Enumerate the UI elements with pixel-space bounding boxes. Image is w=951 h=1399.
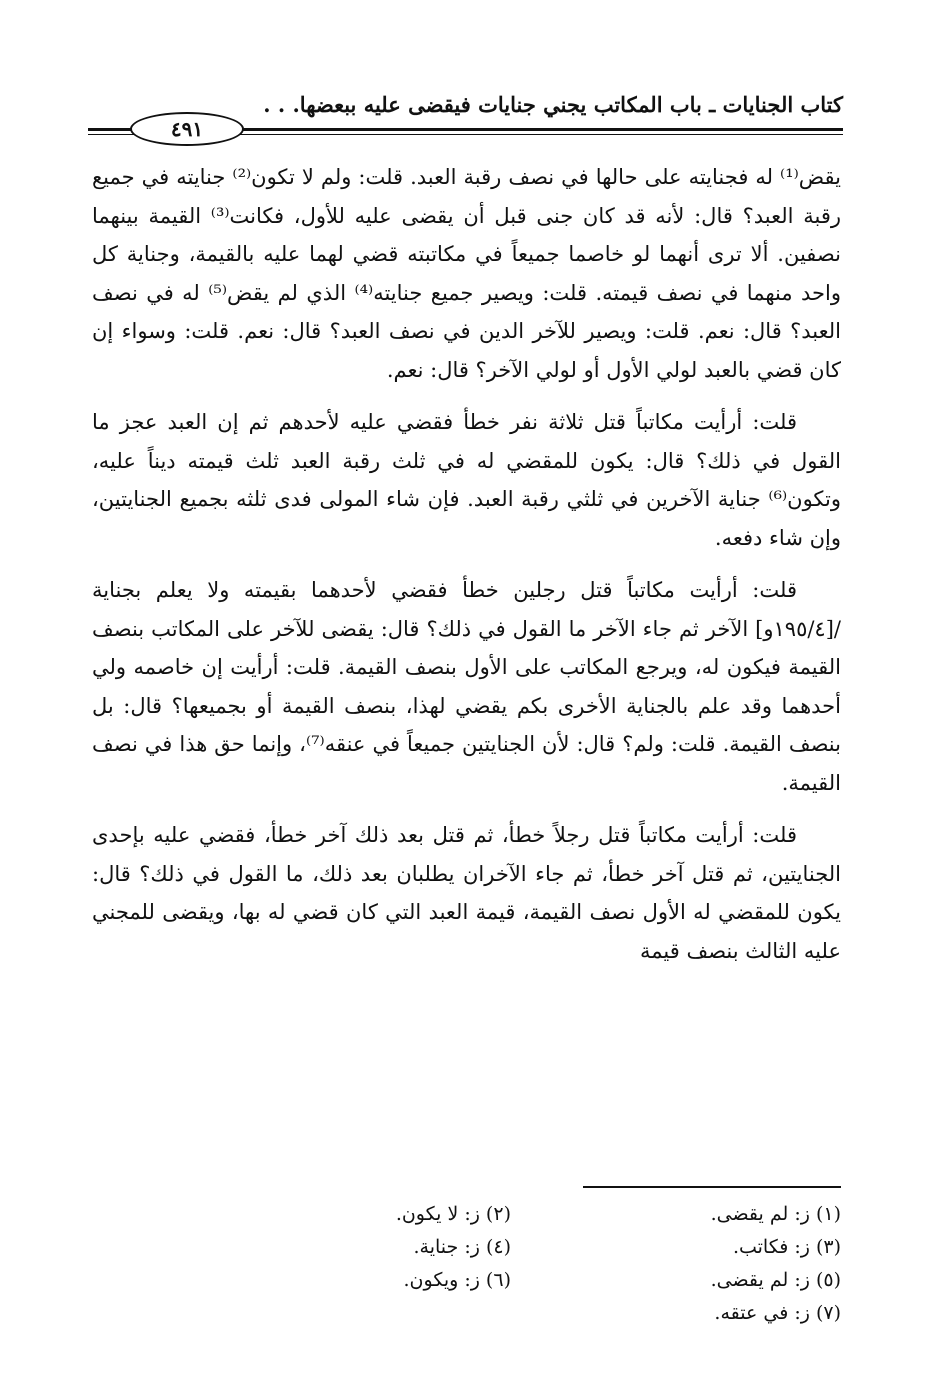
- footnote: (٣) ز: فكاتب.: [732, 1236, 841, 1258]
- page-number: ٤٩١: [130, 112, 244, 146]
- footnotes-column-right: [541, 1198, 841, 1330]
- footnote-rule: [583, 1186, 841, 1188]
- footnote: (٧) ز: في عتقه.: [714, 1302, 841, 1324]
- paragraph: يقض⁽¹⁾ له فجنايته على حالها في نصف رقبة العبد. قلت: ولم لا تكون⁽²⁾ جنايته في جميع رقبة العبد؟ قال: لأنه قد كان جنى قبل أن يقضى عليه للأول، فكانت⁽³⁾ القيمة بينهما نصفين. ألا ترى أنهما لو خاصما جميعاً في مكاتبته قضي لهما عليه بالقيمة، وجناية كل واحد منهما في نصف قيمته. قلت: ويصير جميع جنايته⁽⁴⁾ الذي لم يقض⁽⁵⁾ له في نصف العبد؟ قال: نعم. قلت: ويصير للآخر الدين في نصف العبد؟ قال: نعم. قلت: وسواء إن كان قضي بالعبد لولي الأول أو لولي الآخر؟ قال: نعم.: [92, 165, 841, 382]
- footnote: (٥) ز: لم يقضى.: [710, 1269, 841, 1291]
- main-text: [92, 158, 841, 984]
- footnote: (٢) ز: لا يكون.: [395, 1203, 511, 1225]
- running-title: كتاب الجنايات ـ باب المكاتب يجني جنايات فيقضى عليه ببعضها. . .: [263, 92, 843, 117]
- paragraph: قلت: أرأيت مكاتباً قتل رجلاً خطأ، ثم قتل بعد ذلك آخر خطأ، فقضي عليه بإحدى الجنايتين، ثم قتل آخر خطأ، ثم جاء الآخران يطلبان بعد ذلك، ما القول في ذلك؟ قال: يكون للمقضي له الأول نصف القيمة، قيمة العبد التي كان قضي له بها، ويقضى للمجني عليه الثالث بنصف قيمة: [92, 823, 841, 963]
- footnote: (١) ز: لم يقضى.: [710, 1203, 841, 1225]
- footnote: (٦) ز: ويكون.: [403, 1269, 511, 1291]
- paragraph: قلت: أرأيت مكاتباً قتل رجلين خطأ فقضي لأحدهما بقيمته ولا يعلم بجناية /[١٩٥/٤و] الآخر ثم جاء الآخر ما القول في ذلك؟ قال: يقضى للآخر على المكاتب بنصف القيمة فيكون له، ويرجع المكاتب على الأول بنصف القيمة. قلت: أرأيت إن خاصمه ولي أحدهما وقد علم بالجناية الأخرى بكم يقضي لهذا، بنصف القيمة أو بجميعها؟ قال: بل بنصف القيمة. قلت: ولم؟ قال: لأن الجنايتين جميعاً في عنقه⁽⁷⁾، وإنما حق هذا في نصف القيمة.: [92, 578, 841, 795]
- footnotes-column-left: [241, 1198, 511, 1297]
- footnote: (٤) ز: جناية.: [413, 1236, 511, 1258]
- page-header: [88, 84, 843, 144]
- paragraph: قلت: أرأيت مكاتباً قتل ثلاثة نفر خطأ فقضي عليه لأحدهم ثم إن العبد عجز ما القول في ذلك؟ قال: يكون للمقضي له في ثلث رقبة العبد ثلث قيمته ديناً عليه، وتكون⁽⁶⁾ جناية الآخرين في ثلثي رقبة العبد. فإن شاء المولى فدى ثلثه بجميع الجنايتين، وإن شاء دفعه.: [92, 410, 841, 550]
